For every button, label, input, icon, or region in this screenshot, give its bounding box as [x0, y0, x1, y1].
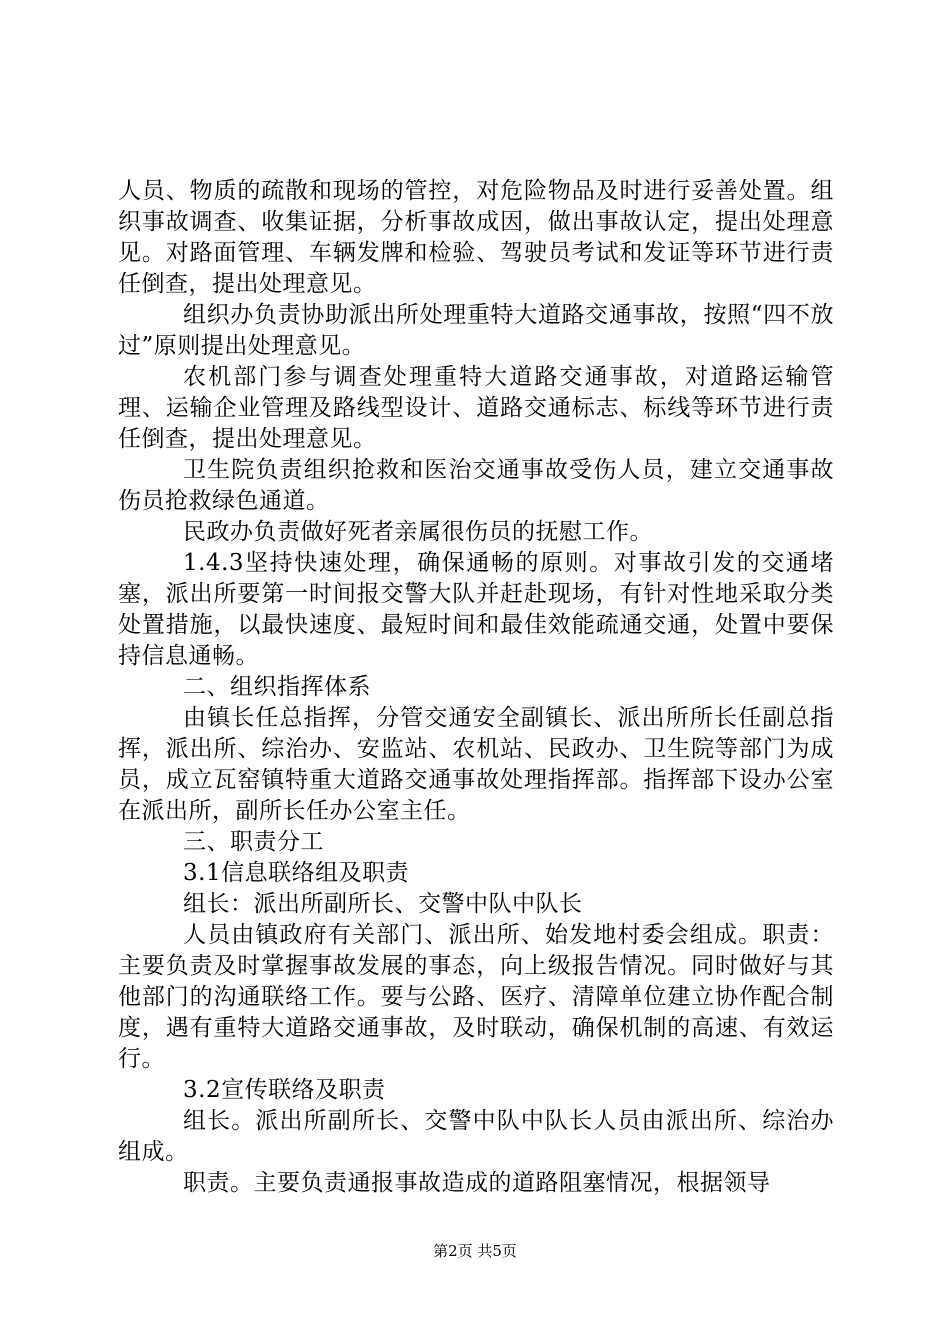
paragraph: 民政办负责做好死者亲属很伤员的抚慰工作。	[183, 519, 653, 545]
subsection-heading: 3.2宣传联络及职责	[183, 1077, 386, 1103]
paragraph: 组长。派出所副所长、交警中队中队长人员由派出所、综治办组成。	[118, 1108, 834, 1165]
subsection-heading: 3.1信息联络组及职责	[183, 860, 410, 886]
paragraph: 人员由镇政府有关部门、派出所、始发地村委会组成。职责：主要负责及时掌握事故发展的事态，向上级报告情况。同时做好与其他部门的沟通联络工作。要与公路、医疗、清障单位建立协作配合制度，遇有重特大道路交通事故，及时联动，确保机制的高速、有效运行。	[118, 922, 834, 1072]
section-heading: 二、组织指挥体系	[183, 674, 371, 700]
paragraph: 职责。主要负责通报事故造成的道路阻塞情况，根据领导	[183, 1170, 771, 1196]
paragraph: 农机部门参与调查处理重特大道路交通事故，对道路运输管理、运输企业管理及路线型设计、道路交通标志、标线等环节进行责任倒查，提出处理意见。	[118, 364, 834, 452]
page-footer: 第2页 共5页	[433, 1242, 517, 1260]
paragraph: 组长：派出所副所长、交警中队中队长	[183, 891, 583, 917]
paragraph: 1.4.3坚持快速处理，确保通畅的原则。对事故引发的交通堵塞，派出所要第一时间报交警大队并赶赴现场，有针对性地采取分类处置措施，以最快速度、最短时间和最佳效能疏通交通，处置中要保持信息通畅。	[118, 550, 834, 669]
paragraph: 卫生院负责组织抢救和医治交通事故受伤人员，建立交通事故伤员抢救绿色通道。	[118, 457, 834, 514]
document-body	[118, 176, 834, 1199]
paragraph: 由镇长任总指挥，分管交通安全副镇长、派出所所长任副总指挥，派出所、综治办、安监站、农机站、民政办、卫生院等部门为成员，成立瓦窑镇特重大道路交通事故处理指挥部。指挥部下设办公室在派出所，副所长任办公室主任。	[118, 705, 834, 824]
paragraph: 人员、物质的疏散和现场的管控，对危险物品及时进行妥善处置。组织事故调查、收集证据，分析事故成因，做出事故认定，提出处理意见。对路面管理、车辆发牌和检验、驾驶员考试和发证等环节进行责任倒查，提出处理意见。	[118, 178, 834, 297]
paragraph: 组织办负责协助派出所处理重特大道路交通事故，按照“四不放过”原则提出处理意见。	[118, 302, 834, 359]
section-heading: 三、职责分工	[183, 829, 324, 855]
